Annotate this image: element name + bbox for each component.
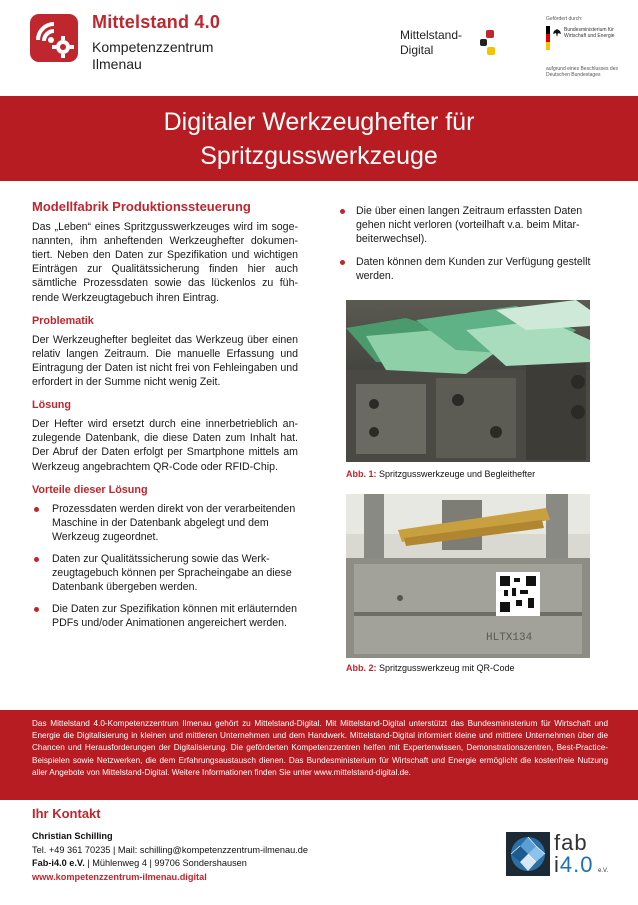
figure-2-caption: [346, 663, 515, 673]
page-title-line1: Digitaler Werkzeughefter für: [163, 108, 475, 136]
fab-i40-text: i4.0: [554, 852, 594, 877]
section-heading-modellfabrik: Modellfabrik Produktionssteuerung: [32, 199, 251, 214]
fab-text: fab: [554, 830, 588, 855]
footer-paragraph: Das Mittelstand 4.0-Kompetenzzentrum Ilmenau gehört zu Mittelstand-Digital. Mit Mittelstand-Digital unterstützt das Bundesministerium für Wirtschaft und Energie die Digitalisierung in kleinen und mittleren Unternehmen und dem Handwerk. Mittelstand-Digital informiert kleine und mittlere Unternehmen über die Chancen und Herausforderungen der Digitalisierung. Die geförderten Kompetenzzentren helfen mit Expertenwissen, Demonstrationszentren, Best-Practice-Beispielen sowie Netzwerken, die dem Erfahrungsaustausch dienen. Das Bundesministerium für Wirtschaft und Energie ermöglicht die kostenfreie Nutzung aller Angebote von Mittelstand-Digital. Weitere Informationen finden Sie unter www.mittelstand-digital.de.: [32, 719, 608, 777]
bmwi-ministry-name: Bundesministerium für Wirtschaft und Energie: [564, 27, 615, 39]
kompetenzzentrum-label: Kompetenzzentrum: [92, 39, 214, 55]
mold-engraving: HLTX134: [486, 632, 533, 644]
benefits-list-continued: [338, 204, 610, 283]
intro-paragraph: Das „Leben“ eines Spritzgusswerkzeuges wird im sogenannten, ihm anheftenden Werkzeughefter dokumentiert. Neben den Daten zur Spezifikation und wichtigen Einträgen zur Qualitätssicherung finden hier auch sämtliche Prozessdaten sowie das lückenlos zu führende Werkzeugtagebuch ihren Eintrag.: [32, 221, 298, 304]
list-item: Daten können dem Kunden zur Verfügung gestellt werden.: [338, 255, 610, 283]
mittelstand-digital-logo: [400, 28, 500, 62]
left-column: [32, 200, 298, 638]
federal-eagle-icon: [552, 28, 562, 38]
md-logo-line2: Digital: [400, 43, 434, 57]
bmwi-funded-by: Gefördert durch:: [546, 16, 583, 22]
title-band: [0, 96, 638, 181]
german-flag-icon: [546, 26, 550, 50]
list-item: Prozessdaten werden direkt von der verarbeitenden Maschine in der Datenbank abgelegt und dem Werkzeug zugeordnet.: [32, 502, 298, 544]
section-heading-problematik: Problematik: [32, 314, 94, 327]
contact-name: Christian Schilling: [32, 831, 113, 841]
photo-injection-molds-with-binders: [346, 300, 590, 462]
figure-2-label: Abb. 2:: [346, 663, 377, 673]
benefits-list: [32, 502, 298, 631]
bmwi-resolution-note: aufgrund eines Beschlusses des Deutschen Bundestages: [546, 66, 618, 78]
figure-1-caption: [346, 469, 535, 479]
fab-i40-logo: [506, 832, 610, 886]
contact-heading: Ihr Kontakt: [32, 806, 101, 821]
figure-1-text: Spritzgusswerkzeuge und Begleithefter: [376, 469, 536, 479]
figure-2-text: Spritzgusswerkzeug mit QR-Code: [376, 663, 515, 673]
section-heading-vorteile: Vorteile dieser Lösung: [32, 483, 148, 496]
contact-website-link[interactable]: www.kompetenzzentrum-ilmenau.digital: [32, 871, 207, 882]
section-heading-loesung: Lösung: [32, 399, 71, 412]
solution-paragraph: Der Hefter wird ersetzt durch eine innerbetrieblich anzulegende Datenbank, die diese Daten zum Inhalt hat. Der Abruf der Daten erfolgt per Smartphone mittels am Werkzeug angebrachtem QR-Code oder RFID-Chip.: [32, 418, 298, 473]
md-logo-line1: Mittelstand-: [400, 28, 463, 42]
page-header: [0, 0, 638, 96]
right-column: [338, 200, 610, 292]
contact-phone-mail[interactable]: Tel. +49 361 70235 | Mail: schilling@kompetenzzentrum-ilmenau.de: [32, 844, 309, 855]
contact-address: | Mühlenweg 4 | 99706 Sondershausen: [84, 858, 247, 868]
list-item: Die Daten zur Spezifikation können mit erläuternden PDFs und/oder Animationen angereichert werden.: [32, 602, 298, 630]
mittelstand-title: Mittelstand 4.0: [92, 12, 221, 32]
figure-1-label: Abb. 1:: [346, 469, 377, 479]
mittelstand-wifi-gear-logo-icon: [30, 14, 78, 62]
page-title-line2: Spritzgusswerkzeuge: [200, 142, 438, 170]
footer-band: [0, 710, 638, 800]
contact-block: [32, 830, 308, 884]
md-color-dots-icon: [480, 30, 496, 56]
photo-mold-with-qr-code: [346, 494, 590, 658]
fab-geodesic-ball-icon: [506, 832, 550, 876]
bmwi-funding-logo: [546, 16, 626, 82]
list-item: Die über einen langen Zeitraum erfassten Daten gehen nicht verloren (vorteilhaft v.a. beim Mitarbeiterwechsel).: [338, 204, 610, 246]
problem-paragraph: Der Werkzeughefter begleitet das Werkzeug über einen relativ langen Zeitraum. Die manuelle Erfassung und Eintragung der Daten ist nicht frei von Fehleingaben und erfordert in der Summe nicht wenig Zeit.: [32, 333, 298, 389]
contact-org: Fab-i4.0 e.V.: [32, 858, 85, 868]
list-item: Daten zur Qualitätssicherung sowie das Werkzeugtagebuch können per Spracheingabe an diese Datenbank übergeben werden.: [32, 552, 298, 594]
ilmenau-label: Ilmenau: [92, 56, 142, 72]
fab-ev-label: e.V.: [598, 868, 609, 874]
